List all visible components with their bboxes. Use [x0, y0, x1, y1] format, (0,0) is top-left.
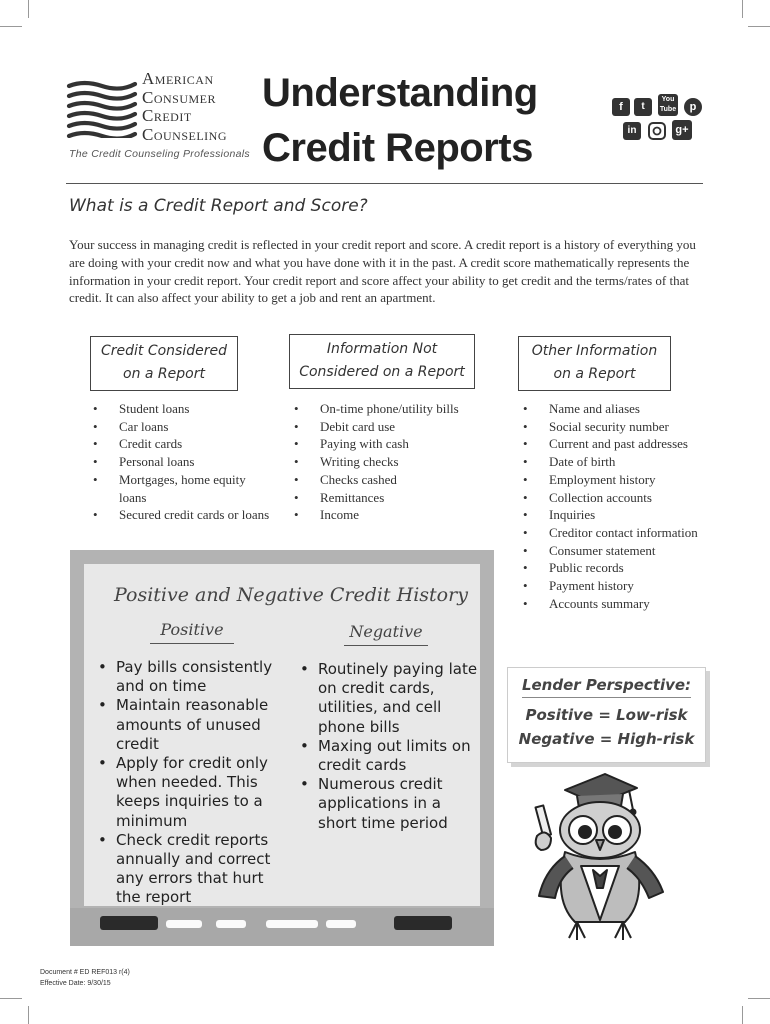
list-item: • Payment history — [519, 577, 719, 595]
owl-graduate-icon — [525, 770, 675, 945]
list-item: • Apply for credit only when needed. This keeps inquiries to a minimum — [96, 754, 288, 831]
google-plus-icon[interactable]: g+ — [672, 120, 692, 140]
list-item: • Paying with cash — [290, 435, 495, 453]
document-number: Document # ED REF013 r(4) — [40, 969, 130, 976]
eraser — [394, 916, 452, 930]
logo-tagline: The Credit Counseling Professionals — [69, 148, 250, 160]
list-item: • Car loans — [89, 418, 274, 436]
other-information-list — [519, 400, 719, 612]
column-heading-line: Other Information — [531, 343, 658, 359]
list-item: • Pay bills consistently and on time — [96, 658, 288, 696]
logo-name-line: Credit — [142, 106, 192, 125]
twitter-icon[interactable]: t — [634, 98, 652, 116]
list-item: • Writing checks — [290, 453, 495, 471]
column-heading-line: Considered on a Report — [299, 364, 465, 380]
instagram-icon[interactable] — [648, 122, 666, 140]
positive-heading: Positive — [150, 620, 234, 644]
list-item: • Mortgages, home equity loans — [89, 471, 274, 506]
title-line-1: Understanding — [262, 71, 538, 115]
effective-date: Effective Date: 9/30/15 — [40, 980, 111, 987]
eraser — [100, 916, 158, 930]
wave-logo-icon — [66, 78, 138, 138]
chalk — [326, 920, 356, 928]
title-line-2: Credit Reports — [262, 126, 533, 170]
linkedin-icon[interactable]: in — [623, 122, 641, 140]
list-item: • Check credit reports annually and correct any errors that hurt the report — [96, 831, 288, 908]
list-item: • Credit cards — [89, 435, 274, 453]
column-heading-other-information — [518, 336, 671, 391]
lender-title: Lender Perspective: — [522, 676, 691, 698]
chalkboard-surface — [84, 564, 480, 906]
list-item: • Name and aliases — [519, 400, 719, 418]
chalk — [166, 920, 202, 928]
logo-name — [142, 70, 227, 144]
list-item: • Public records — [519, 559, 719, 577]
crop-mark — [742, 1006, 743, 1024]
lender-negative: Negative = High-risk — [518, 730, 695, 748]
lender-perspective-box — [507, 667, 706, 763]
youtube-icon[interactable]: You Tube — [658, 94, 678, 116]
board-title: Positive and Negative Credit History — [114, 584, 468, 606]
crop-mark — [742, 0, 743, 18]
column-heading-not-considered — [289, 334, 475, 389]
logo-name-line: Consumer — [142, 87, 217, 107]
list-item: • Creditor contact information — [519, 524, 719, 542]
list-item: • Consumer statement — [519, 542, 719, 560]
list-item: • Maintain reasonable amounts of unused credit — [96, 696, 288, 754]
crop-mark — [0, 26, 22, 27]
chalk — [216, 920, 246, 928]
crop-mark — [28, 1006, 29, 1024]
not-considered-list — [290, 400, 495, 524]
page-title — [262, 66, 538, 176]
social-icons — [612, 94, 707, 144]
list-item: • Debit card use — [290, 418, 495, 436]
accc-logo — [66, 70, 256, 170]
list-item: • Employment history — [519, 471, 719, 489]
list-item: • Personal loans — [89, 453, 274, 471]
credit-considered-list — [89, 400, 274, 524]
list-item: • Accounts summary — [519, 595, 719, 613]
list-item: • Student loans — [89, 400, 274, 418]
list-item: • Current and past addresses — [519, 435, 719, 453]
logo-name-line: Counseling — [142, 124, 227, 144]
intro-paragraph: Your success in managing credit is reflected in your credit report and score. A credit report is a history of everything you are doing with your credit now and what you have done with it in the past. A credit score mathematically represents the information in your credit report. Your credit report and score affect your ability to get credit and the terms/rates of that credit. It can also affect your ability to get a job and rent an apartment. — [69, 237, 696, 306]
column-heading-line: Credit Considered — [100, 343, 227, 359]
list-item: • Checks cashed — [290, 471, 495, 489]
facebook-icon[interactable]: f — [612, 98, 630, 116]
chalkboard — [70, 550, 494, 946]
negative-list — [298, 660, 478, 833]
crop-mark — [0, 998, 22, 999]
section-heading: What is a Credit Report and Score? — [69, 196, 368, 216]
list-item: • Collection accounts — [519, 489, 719, 507]
positive-list — [96, 658, 288, 908]
list-item: • Secured credit cards or loans — [89, 506, 274, 524]
list-item: • On-time phone/utility bills — [290, 400, 495, 418]
list-item: • Remittances — [290, 489, 495, 507]
list-item: • Social security number — [519, 418, 719, 436]
column-heading-line: Information Not — [326, 341, 438, 357]
crop-mark — [748, 998, 770, 999]
pinterest-icon[interactable]: p — [684, 98, 702, 116]
header-divider — [66, 183, 703, 184]
list-item: • Maxing out limits on credit cards — [298, 737, 478, 775]
crop-mark — [748, 26, 770, 27]
lender-positive: Positive = Low-risk — [525, 706, 688, 724]
chalk-tray — [70, 908, 494, 946]
list-item: • Income — [290, 506, 495, 524]
list-item: • Numerous credit applications in a short time period — [298, 775, 478, 833]
list-item: • Date of birth — [519, 453, 719, 471]
column-heading-line: on a Report — [123, 366, 205, 382]
logo-name-line: American — [142, 69, 214, 88]
list-item: • Inquiries — [519, 506, 719, 524]
column-heading-line: on a Report — [553, 366, 636, 382]
list-item: • Routinely paying late on credit cards, utilities, and cell phone bills — [298, 660, 478, 737]
negative-heading: Negative — [344, 622, 428, 646]
crop-mark — [28, 0, 29, 18]
chalk — [266, 920, 318, 928]
column-heading-credit-considered — [90, 336, 238, 391]
